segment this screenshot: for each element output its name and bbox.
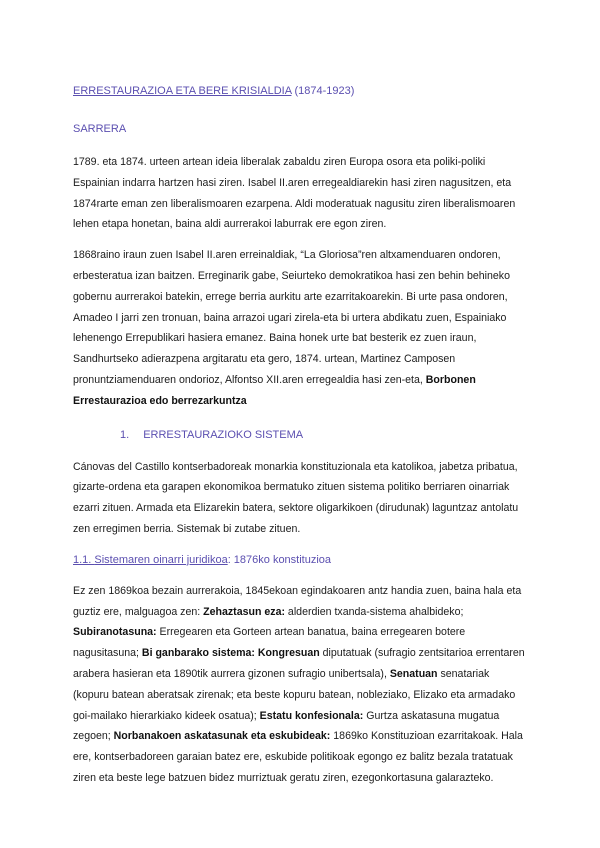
title-link[interactable]: ERRESTAURAZIOA ETA BERE KRISIALDIA: [73, 85, 292, 97]
bold-term: Norbanakoen askatasunak eta eskubideak:: [113, 730, 331, 743]
subsection-link[interactable]: Sistemaren oinarri juridikoa: [94, 553, 228, 566]
bold-term: Subiranotasuna:: [73, 626, 157, 639]
paragraph-constitution: [73, 581, 528, 789]
section-heading-sarrera: SARRERA: [73, 123, 127, 135]
paragraph-canovas: Cánovas del Castillo kontserbadoreak monarkia konstituzionala eta katolikoa, jabetza pribatua, gizarte-ordena eta garapen ekonomikoa bermatuko zituen sistema politiko berriaren oinarriak ezarri zituen. Armada eta Elizarekin batera, sektore oligarkikoen (dirudunak) laguntzaz antolatu zen erregimen berria. Sistemak bi zutabe zituen.: [73, 460, 519, 535]
paragraph-isabel: [73, 245, 528, 411]
section-label: ERRESTAURAZIOKO SISTEMA: [143, 428, 304, 441]
bold-term: Bi ganbarako sistema: Kongresuan: [141, 647, 320, 660]
title-years: (1874-1923): [291, 85, 355, 97]
text-span: alderdien txanda-sistema ahalbideko;: [284, 605, 464, 618]
paragraph-intro: 1789. eta 1874. urteen artean ideia liberalak zabaldu ziren Europa osora eta poliki-poliki Espainian indarra hartzen hasi ziren. Isabel II.aren erregealdiarekin hasi ziren nagusitzen, eta 1874rarte eman zen liberalismoaren ezarpena. Aldi moderatuak nagusitu ziren liberalismoaren lehen etapa honetan, baina aldi aurrerakoi laburrak ere egon ziren.: [73, 156, 516, 231]
text-span: 1869ko Konstituzioan ezarritakoak. Hala ere, kontserbadoreen garaian batez ere, eskubide politikoak egongo ez balitz bezala tratatuak ziren eta beste lege batzuen bidez murriztuak geratu ziren, ezegonkortasuna galarazteko.: [73, 730, 523, 784]
text-span: Erregearen eta Gorteen artean banatua, baina erregearen botere nagusitasuna;: [73, 626, 466, 660]
subsection-number: 1.1.: [73, 553, 95, 566]
bold-term: Zehaztasun eza:: [203, 605, 285, 618]
subsection-heading-1-1: [73, 551, 528, 569]
document-title: [73, 82, 528, 100]
paragraph-isabel-text: 1868raino iraun zuen Isabel II.aren erreinaldiak, “La Gloriosa”ren altxamenduaren ondoren, erbesteratua izan baitzen. Erreginarik gabe, Seiurteko demokratikoa hasi zen behin behineko gobernu aurrerakoi batekin, errege berria aurkitu arte ezarritakoarekin. Bi urte pasa ondoren, Amadeo I jarri zen tronuan, baina arrazoi ugari zirela-eta bi urtera abdikatu zuen, Espainiako lehenengo Errepublikari hasiera emanez. Baina honek urte bat besterik ez zuen iraun, Sandhurtseko adierazpena argitaratu eta gero, 1874. urtean, Martinez Camposen pronuntziamenduaren ondorioz, Alfontso XII.aren erregealdia hasi zen-eta,: [73, 249, 510, 386]
section-heading-1: [73, 426, 528, 444]
text-span: Gurtza askatasuna mugatua zegoen;: [73, 709, 500, 743]
text-span: diputatuak (sufragio zentsitarioa errentaren arabera hasieran eta 1890tik aurrera gizonen sufragio unibertsala),: [73, 647, 525, 680]
text-span: Ez zen 1869koa bezain aurrerakoia, 1845ekoan egindakoaren antz handia zuen, baina hala eta guztiz ere, malguagoa zen:: [73, 584, 522, 618]
section-number: 1.: [120, 428, 130, 441]
bold-term: Senatuan: [389, 667, 438, 680]
paragraph-isabel-bold: Borbonen Errestaurazioa edo berrezarkuntza: [73, 373, 476, 407]
bold-term: Estatu konfesionala:: [259, 709, 364, 722]
text-span: senatariak (kopuru batean aberatsak zirenak; eta beste kopuru batean, nobleziako, Elizako eta armadako goi-mailako hierarkiako kideek osatua);: [73, 667, 516, 722]
subsection-rest: : 1876ko konstituzioa: [227, 553, 332, 566]
